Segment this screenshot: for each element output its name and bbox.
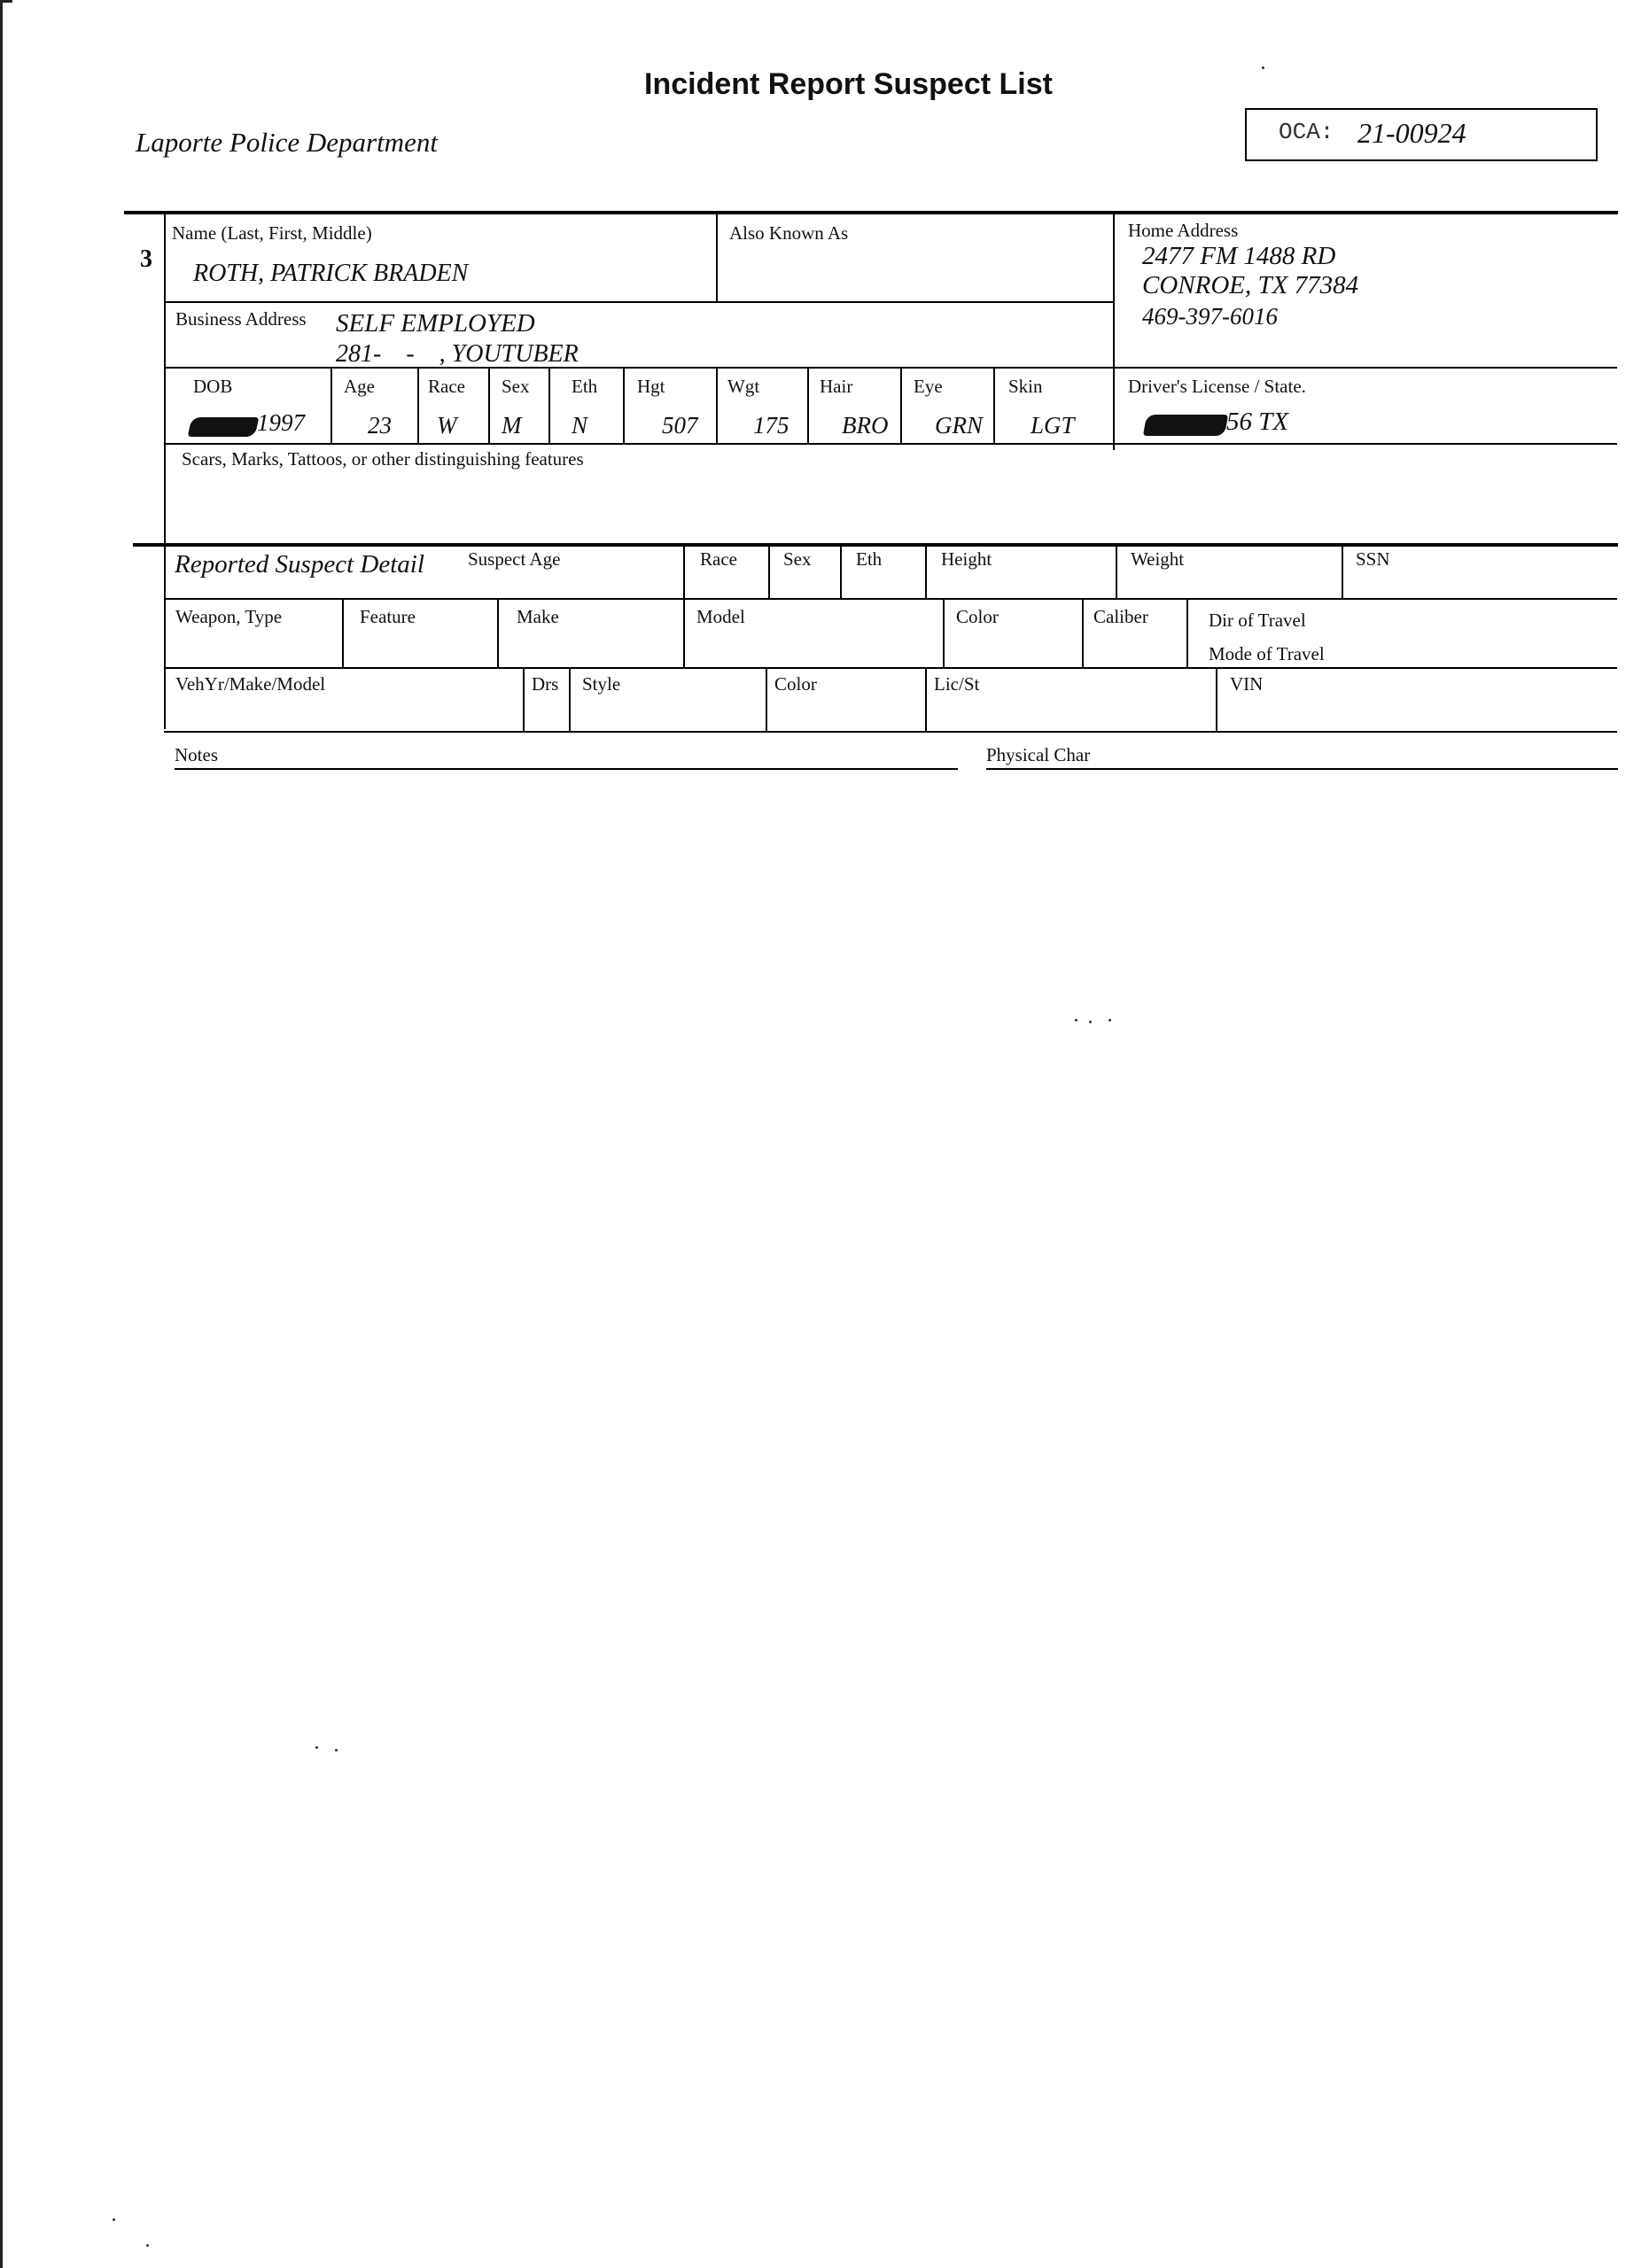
dob-redaction [188, 417, 260, 437]
race-label: Race [428, 376, 465, 397]
lic-st-label: Lic/St [934, 673, 980, 695]
scan-speck [1108, 1019, 1111, 1021]
scan-edge [0, 0, 3, 2268]
race-divider [488, 369, 490, 445]
home-address-line1: 2477 FM 1488 RD [1142, 242, 1336, 270]
detail-row2-rule [164, 667, 1617, 669]
r2-div-feature [342, 600, 344, 669]
section-left-rule [164, 211, 166, 729]
model-label: Model [696, 606, 745, 627]
dob-divider [331, 369, 332, 445]
name-label: Name (Last, First, Middle) [172, 222, 372, 244]
name-bottom-rule [164, 301, 1114, 303]
hair-divider [900, 369, 902, 445]
eth-label: Eth [572, 376, 598, 397]
r2-div-color [943, 600, 945, 669]
detail-top-rule [133, 543, 1618, 547]
wgt-label: Wgt [727, 376, 760, 397]
aka-divider [716, 213, 718, 303]
physical-char-label: Physical Char [986, 744, 1091, 765]
race-value: W [437, 412, 457, 439]
age-label: Age [344, 376, 375, 397]
scars-label: Scars, Marks, Tattoos, or other distinguishing features [182, 448, 584, 470]
style-label: Style [582, 673, 621, 695]
name-value: ROTH, PATRICK BRADEN [193, 260, 469, 287]
oca-number: 21-00924 [1357, 117, 1466, 149]
detail-height-label: Height [941, 548, 992, 570]
sex-label: Sex [502, 376, 530, 397]
eye-divider [993, 369, 995, 445]
dir-travel-label: Dir of Travel [1209, 610, 1306, 631]
r1-div-sex [768, 546, 770, 600]
age-divider [417, 369, 419, 445]
oca-box [1245, 108, 1598, 161]
r3-div-color [766, 669, 767, 733]
scan-speck [1089, 1021, 1092, 1023]
r1-div-weight [1116, 546, 1117, 600]
caliber-label: Caliber [1093, 606, 1148, 627]
notes-underline [175, 768, 958, 770]
detail-weight-label: Weight [1131, 548, 1185, 570]
suspect-index: 3 [140, 245, 152, 273]
detail-ssn-label: SSN [1356, 548, 1390, 570]
home-divider [1113, 213, 1115, 450]
age-value: 23 [368, 412, 392, 439]
home-phone: 469-397-6016 [1142, 303, 1278, 330]
detail-race-label: Race [700, 548, 737, 570]
weapon-type-label: Weapon, Type [175, 606, 283, 627]
eye-value: GRN [935, 412, 983, 439]
scan-speck [146, 2244, 149, 2247]
wgt-value: 175 [753, 412, 789, 439]
hgt-value: 507 [662, 412, 698, 439]
business-line2: 281- - , YOUTUBER [336, 340, 579, 368]
r1-div-height [925, 546, 927, 600]
eth-value: N [572, 412, 588, 439]
department-name: Laporte Police Department [136, 127, 438, 158]
hgt-divider [716, 369, 718, 445]
suspect-age-label: Suspect Age [468, 548, 561, 570]
color-label: Color [956, 606, 999, 627]
physical-bottom-rule [164, 443, 1617, 445]
business-address-label: Business Address [175, 308, 307, 330]
notes-label: Notes [175, 744, 218, 765]
dob-label: DOB [193, 376, 233, 397]
scan-speck [335, 1749, 338, 1751]
hair-label: Hair [820, 376, 853, 397]
r3-div-vin [1216, 669, 1217, 733]
drivers-license-value: 56 TX [1226, 408, 1289, 436]
physical-char-underline [986, 768, 1618, 770]
detail-bottom-rule [164, 731, 1617, 733]
detail-sex-label: Sex [783, 548, 812, 570]
page-title: Incident Report Suspect List [644, 67, 1053, 101]
r2-div-make [497, 600, 499, 669]
dob-value: 1997 [257, 409, 305, 436]
hgt-label: Hgt [637, 376, 665, 397]
oca-label: OCA: [1279, 119, 1334, 145]
mode-travel-label: Mode of Travel [1209, 643, 1325, 664]
veh-color-label: Color [774, 673, 817, 695]
r2-div-model [683, 600, 685, 669]
wgt-divider [807, 369, 809, 445]
scan-speck [315, 1746, 318, 1749]
feature-label: Feature [360, 606, 416, 627]
scan-corner [0, 0, 12, 3]
r3-div-drs [523, 669, 525, 733]
eye-label: Eye [914, 376, 943, 397]
eth-divider [623, 369, 625, 445]
r1-div-eth [840, 546, 842, 600]
license-redaction [1143, 415, 1228, 436]
r2-div-caliber [1082, 600, 1084, 669]
vin-label: VIN [1230, 673, 1264, 695]
detail-row1-rule [164, 598, 1617, 600]
veh-label: VehYr/Make/Model [175, 673, 326, 695]
drs-label: Drs [532, 673, 559, 695]
home-address-line2: CONROE, TX 77384 [1142, 271, 1359, 299]
skin-value: LGT [1031, 412, 1075, 439]
aka-label: Also Known As [729, 222, 849, 244]
sex-divider [548, 369, 550, 445]
make-label: Make [517, 606, 559, 627]
scan-speck [113, 2218, 115, 2221]
hair-value: BRO [842, 412, 889, 439]
drivers-license-label: Driver's License / State. [1128, 376, 1306, 397]
scan-speck [1075, 1019, 1077, 1021]
business-line1: SELF EMPLOYED [336, 309, 535, 338]
r3-div-style [569, 669, 571, 733]
reported-detail-heading: Reported Suspect Detail [175, 550, 424, 579]
home-address-label: Home Address [1128, 220, 1239, 241]
r1-div-ssn [1342, 546, 1343, 600]
section-top-rule [124, 211, 1618, 214]
r3-div-lic [925, 669, 927, 733]
detail-eth-label: Eth [856, 548, 883, 570]
sex-value: M [502, 412, 522, 439]
scan-speck [1262, 66, 1264, 69]
r1-div-race [683, 546, 685, 600]
skin-label: Skin [1008, 376, 1043, 397]
r2-div-travel [1186, 600, 1188, 669]
